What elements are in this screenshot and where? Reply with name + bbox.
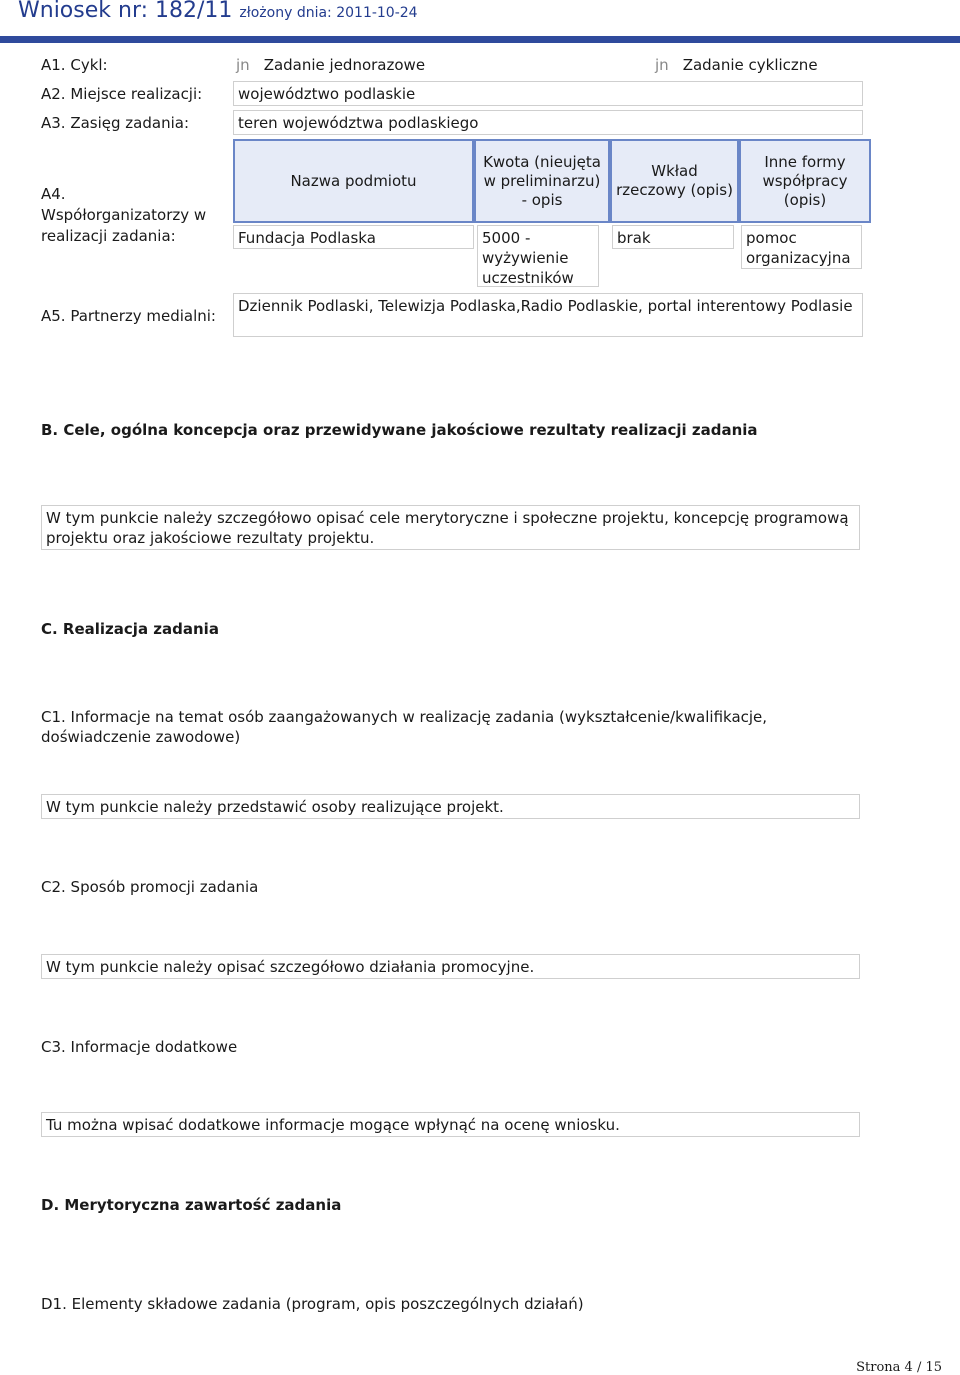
- section-c3-field[interactable]: Tu można wpisać dodatkowe informacje mogące wpłynąć na ocenę wniosku.: [41, 1112, 860, 1137]
- section-c3-title: C3. Informacje dodatkowe: [41, 1038, 238, 1056]
- a1-option-label: Zadanie cykliczne: [682, 56, 818, 74]
- a4-header-other: Inne formy współpracy (opis): [739, 139, 871, 223]
- a1-label: A1. Cykl:: [41, 56, 108, 74]
- a4-header-material: Wkład rzeczowy (opis): [610, 139, 739, 223]
- a2-label: A2. Miejsce realizacji:: [41, 85, 203, 103]
- radio-icon[interactable]: jn: [655, 56, 669, 74]
- radio-icon[interactable]: jn: [236, 56, 250, 74]
- a1-option-one-time[interactable]: [236, 56, 425, 75]
- a5-label: A5. Partnerzy medialni:: [41, 307, 216, 325]
- a1-option-label: Zadanie jednorazowe: [263, 56, 426, 74]
- a3-label: A3. Zasięg zadania:: [41, 114, 190, 132]
- a4-header-amount: Kwota (nieujęta w preliminarzu) - opis: [474, 139, 610, 223]
- a4-row-material[interactable]: brak: [612, 225, 734, 249]
- section-b-field[interactable]: W tym punkcie należy szczegółowo opisać cele merytoryczne i społeczne projektu, koncepcję programową projektu oraz jakościowe rezultaty projektu.: [41, 505, 860, 550]
- a4-row-amount[interactable]: 5000 - wyżywienie uczestników: [477, 225, 599, 287]
- a5-value-field[interactable]: Dziennik Podlaski, Telewizja Podlaska,Radio Podlaskie, portal interentowy Podlasie: [233, 293, 863, 337]
- page-number: Strona 4 / 15: [856, 1360, 942, 1375]
- section-c2-title: C2. Sposób promocji zadania: [41, 878, 259, 896]
- section-d-title: D. Merytoryczna zawartość zadania: [41, 1196, 342, 1214]
- a4-label-line3: realizacji zadania:: [41, 227, 176, 245]
- section-c1-title: C1. Informacje na temat osób zaangażowanych w realizację zadania (wykształcenie/kwalifikacje, doświadczenie zawodowe): [41, 708, 768, 746]
- submission-date: złożony dnia: 2011-10-24: [239, 5, 418, 21]
- a4-row-other[interactable]: pomoc organizacyjna: [741, 225, 862, 269]
- section-c-title: C. Realizacja zadania: [41, 620, 219, 638]
- a4-label-line2: Współorganizatorzy w: [41, 206, 207, 224]
- a4-row-name[interactable]: Fundacja Podlaska: [233, 225, 474, 249]
- a3-value-field[interactable]: teren województwa podlaskiego: [233, 110, 863, 135]
- a4-header-name: Nazwa podmiotu: [233, 139, 474, 223]
- section-c2-field[interactable]: W tym punkcie należy opisać szczegółowo działania promocyjne.: [41, 954, 860, 979]
- section-c1-field[interactable]: W tym punkcie należy przedstawić osoby realizujące projekt.: [41, 794, 860, 819]
- header-rule: [0, 36, 960, 43]
- a1-option-cyclic[interactable]: [655, 56, 818, 75]
- document-title: Wniosek nr: 182/11: [18, 0, 233, 23]
- a4-label-num: A4.: [41, 185, 66, 203]
- section-d1-title: D1. Elementy składowe zadania (program, opis poszczególnych działań): [41, 1295, 584, 1313]
- section-b-title: B. Cele, ogólna koncepcja oraz przewidywane jakościowe rezultaty realizacji zadania: [41, 421, 758, 439]
- a2-value-field[interactable]: województwo podlaskie: [233, 81, 863, 106]
- document-header: [18, 0, 418, 23]
